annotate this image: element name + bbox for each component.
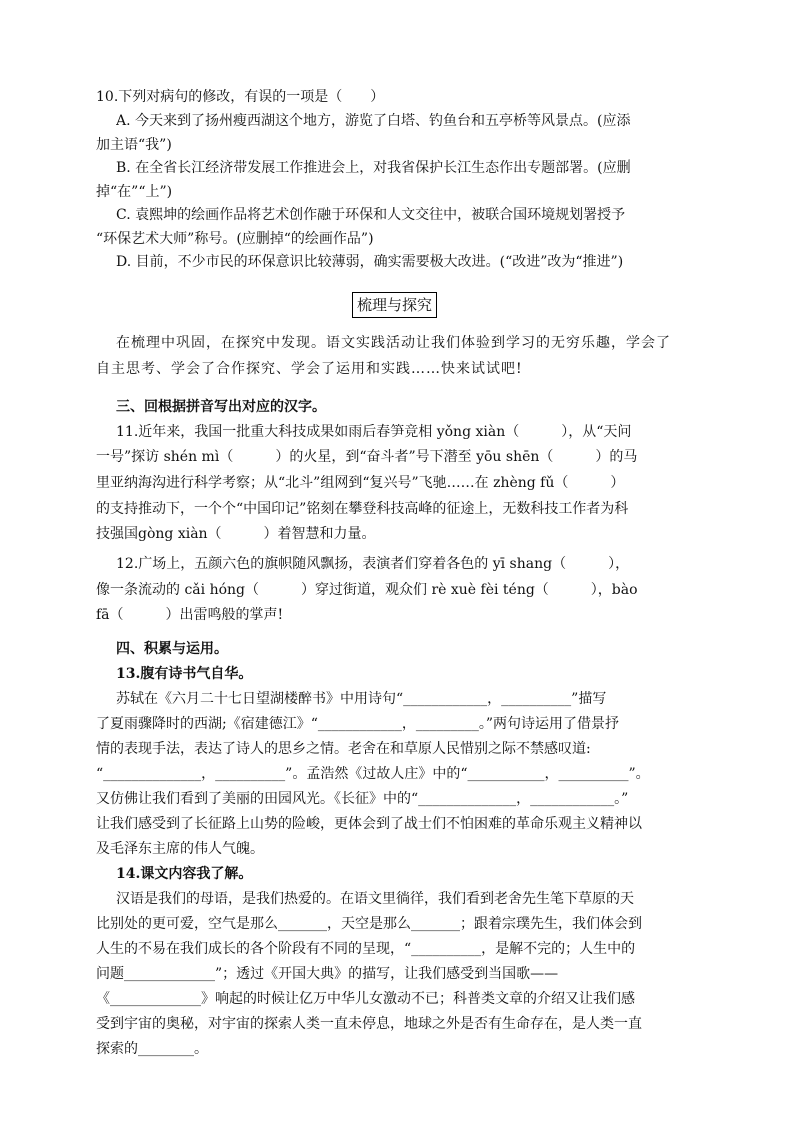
q10-option-b: B. 在全省长江经济带发展工作推进会上，对我省保护长江生态作出专题部署。(应删: [116, 160, 631, 176]
q14-line: 探索的________。: [96, 1041, 208, 1057]
q13-title: 13.腹有诗书气自华。: [116, 666, 253, 682]
q14-line: 《_____________》响起的时候让亿万中华儿女激动不已；科普类文章的介绍又让我们感: [96, 991, 635, 1007]
q11-line: 一号”探访 shén mì（ ）的火星，到“奋斗者”号下潜至 yōu shēn（ ）的马: [96, 449, 638, 465]
q13-line: 苏轼在《六月二十七日望湖楼醉书》中用诗句“____________，__________”描写: [116, 691, 607, 707]
part3-heading: 三、回根据拼音写出对应的汉字。: [116, 399, 326, 415]
q11-line: 里亚纳海沟进行科学考察；从“北斗”组网到“复兴号”飞驰……在 zhèng fǔ（ ）: [96, 475, 625, 491]
q13-line: “______________，__________”。孟浩然《过故人庄》中的“___________，__________”。: [96, 766, 650, 782]
q10-option-c: C. 袁熙坤的绘画作品将艺术创作融于环保和人文交往中，被联合国环境规划署授予: [116, 207, 626, 223]
q14-line: 比别处的更可爱，空气是那么_______，天空是那么_______；跟着宗璞先生，我们体会到: [96, 916, 642, 932]
q10-option-b-cont: 掉“在”“上”): [96, 184, 173, 200]
q10-option-a-cont: 加主语“我”): [96, 137, 172, 153]
section-title: 梳理与探究: [352, 292, 437, 318]
q13-line: 了夏雨骤降时的西湖;《宿建德江》“____________，_________。”两句诗运用了借景抒: [96, 716, 620, 732]
q13-line: 让我们感受到了长征路上山势的险峻，更体会到了战士们不怕困难的革命乐观主义精神以: [96, 816, 642, 832]
q13-line: 及毛泽东主席的伟人气魄。: [96, 841, 264, 857]
q14-line: 问题_____________”；透过《开国大典》的描写，让我们感受到当国歌——: [96, 966, 559, 982]
q10-option-c-cont: “环保艺术大师”称号。(应删掉“的绘画作品”): [96, 231, 374, 247]
q11-line: 11.近年来，我国一批重大科技成果如雨后春笋竞相 yǒng xiàn（ ），从“天问: [116, 424, 632, 440]
section-intro: 在梳理中巩固，在探究中发现。语文实践活动让我们体验到学习的无穷乐趣，学会了: [116, 335, 671, 351]
q12-line: 像一条流动的 cǎi hóng（ ）穿过街道，观众们 rè xuè fèi téng（ ），bào: [96, 582, 638, 598]
q12-line: fā（ ）出雷鸣般的掌声!: [96, 607, 284, 623]
q14-line: 受到宇宙的奥秘，对宇宙的探索人类一直未停息，地球之外是否有生命存在，是人类一直: [96, 1016, 642, 1032]
q13-line: 情的表现手法，表达了诗人的思乡之情。老舍在和草原人民惜别之际不禁感叹道:: [96, 741, 591, 757]
q11-line: 的支持推动下，一个个“中国印记”铭刻在攀登科技高峰的征途上，无数科技工作者为科: [96, 501, 629, 517]
q10-option-d: D. 目前，不少市民的环保意识比较薄弱，确实需要极大改进。(“改进”改为“推进”): [116, 254, 624, 270]
q14-title: 14.课文内容我了解。: [116, 866, 253, 882]
q14-line: 人生的不易在我们成长的各个阶段有不同的呈现，“__________，是解不完的；人生中的: [96, 941, 636, 957]
part4-heading: 四、积累与运用。: [116, 641, 228, 657]
q13-line: 又仿佛让我们看到了美丽的田园风光。《长征》中的“______________，____________。”: [96, 791, 629, 807]
q14-line: 汉语是我们的母语，是我们热爱的。在语文里徜徉，我们看到老舍先生笔下草原的天: [116, 891, 634, 907]
q11-line: 技强国gòng xiàn（ ）着智慧和力量。: [96, 526, 376, 542]
section-intro-cont: 自主思考、学会了合作探究、学会了运用和实践……快来试试吧!: [96, 361, 523, 377]
q10-stem: 10.下列对病句的修改，有误的一项是（ ）: [96, 89, 385, 105]
q12-line: 12.广场上，五颜六色的旗帜随风飘扬，表演者们穿着各色的 yī shang（ ），: [116, 556, 630, 572]
q10-option-a: A. 今天来到了扬州瘦西湖这个地方，游览了白塔、钓鱼台和五亭桥等风景点。(应添: [116, 113, 631, 129]
